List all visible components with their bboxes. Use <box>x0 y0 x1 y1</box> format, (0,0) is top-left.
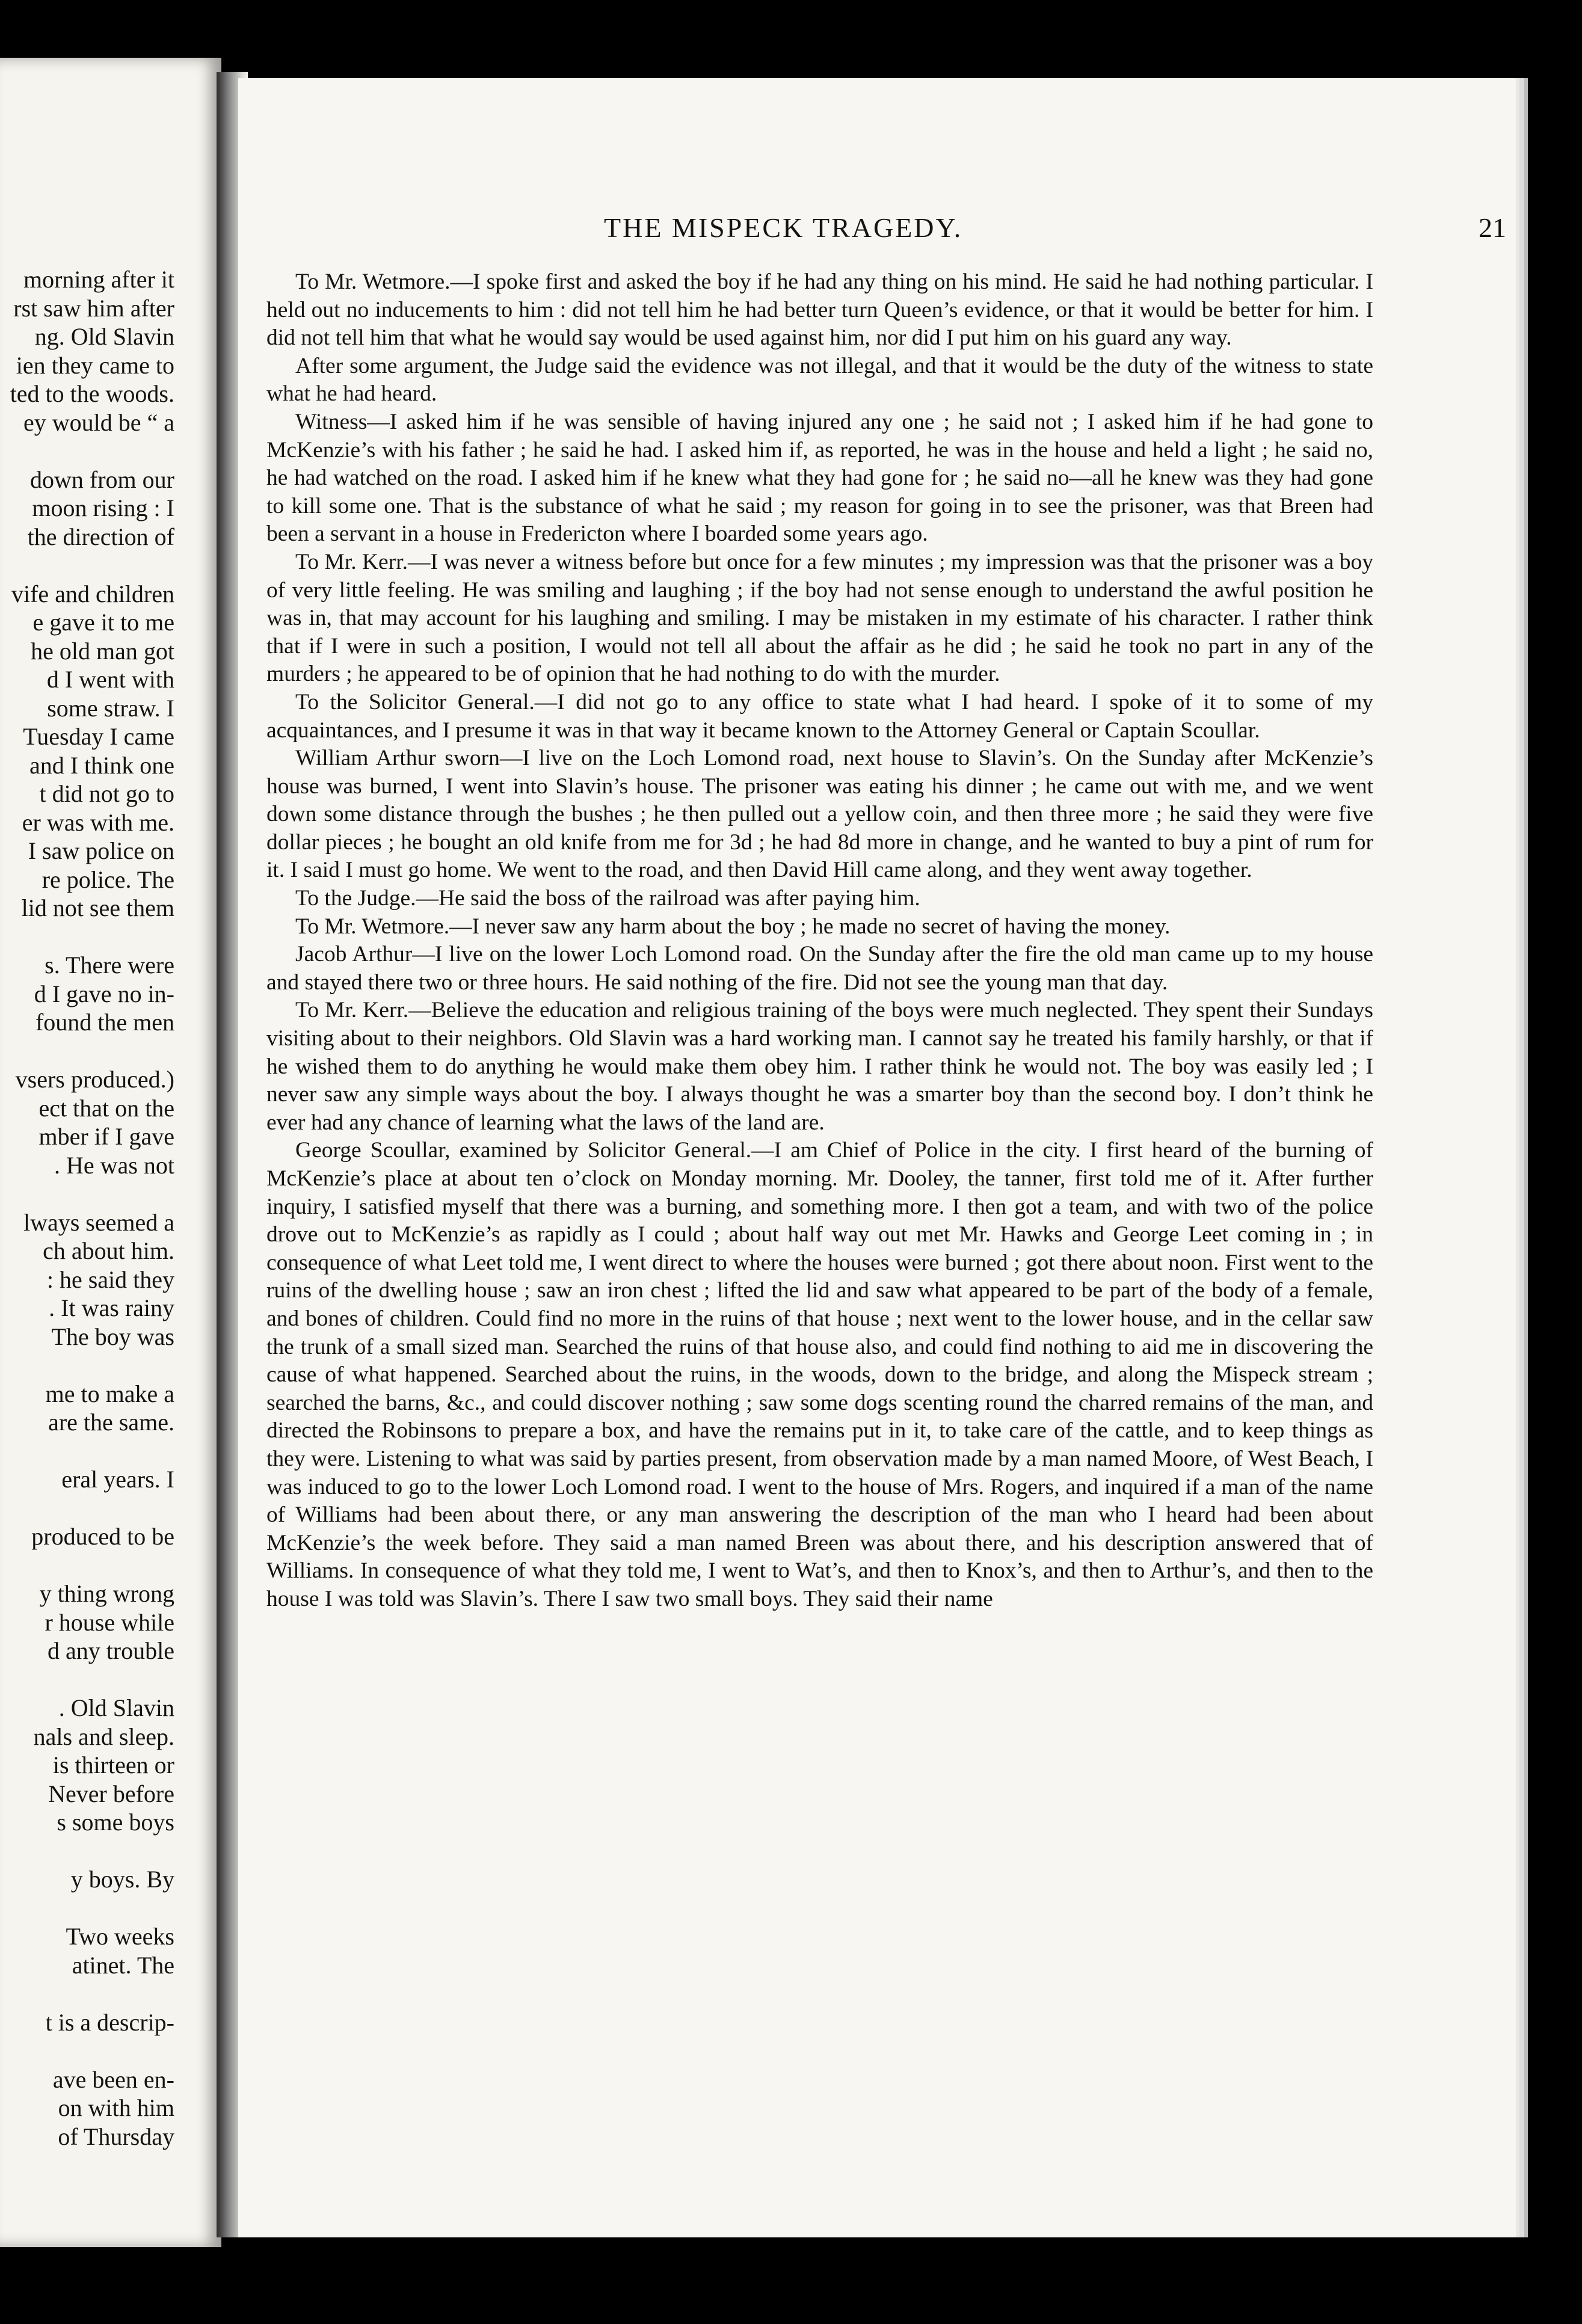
left-page-line: and I think one <box>29 751 174 779</box>
left-page-line: . It was rainy <box>49 1294 174 1321</box>
left-page-line <box>0 1437 174 1466</box>
left-page-text <box>0 265 174 2151</box>
left-page-line <box>0 551 174 580</box>
left-page-line: re police. The <box>42 865 174 893</box>
left-page-line: s. There were <box>45 951 174 979</box>
page-number: 21 <box>1479 212 1506 243</box>
left-page-line: eral years. I <box>61 1466 174 1493</box>
left-page-line: Two weeks <box>66 1923 174 1950</box>
paragraph: To the Solicitor General.—I did not go to any office to state what I had heard. I spoke of it to some of my acquaintances, and I presume it was in that way it became known to the Attorney General or Captain Scoullar. <box>266 689 1373 743</box>
left-page-line <box>0 1351 174 1380</box>
paragraph: William Arthur sworn—I live on the Loch Lomond road, next house to Slavin’s. On the Sunday after McKenzie’s house was burned, I went into Slavin’s house. The prisoner was eating his dinner ; he came out with me, and we went down some distance through the bushes ; he then pulled out a yellow coin, and then three more ; he said they were five dollar pieces ; he bought an old knife from me for 3d ; he had 8d more in change, and he wanted to buy a pint of rum for it. I said I must go home. We went to the road, and then David Hill came along, and they went away together. <box>266 746 1373 883</box>
left-page-line: er was with me. <box>22 808 174 836</box>
left-page-line: lways seemed a <box>23 1208 174 1236</box>
left-page-line: rst saw him after <box>13 294 174 322</box>
left-page-line: is thirteen or <box>52 1751 174 1778</box>
page-title: THE MISPECK TRAGEDY. <box>604 212 963 243</box>
left-page-line: are the same. <box>48 1409 174 1436</box>
left-page-line: I saw police on <box>28 837 174 864</box>
left-page-line: : he said they <box>46 1265 174 1293</box>
left-page-line <box>0 1494 174 1523</box>
paragraph: To Mr. Kerr.—I was never a witness before but once for a few minutes ; my impression was that the prisoner was a boy of very little feeling. He was smiling and laughing ; if the boy had not sense enough to understand the awful position he was in, that may account for his laughing and smiling. I may be mistaken in my estimate of his character. I rather think that if I were in such a position, I would not tell all about the affair as he did ; he said he took no part in any of the murders ; he appeared to be of opinion that he had nothing to do with the murder. <box>266 549 1373 687</box>
left-page-line <box>0 437 174 466</box>
left-page-line: he old man got <box>31 637 174 665</box>
left-page-line: ave been en- <box>52 2065 174 2093</box>
left-page-line <box>0 1894 174 1923</box>
left-page-line: r house while <box>45 1608 174 1636</box>
left-page-line <box>0 1037 174 1066</box>
body-text <box>266 268 1373 1614</box>
left-page-line: ch about him. <box>43 1237 174 1264</box>
left-page-line: d I gave no in- <box>34 980 174 1007</box>
left-page-line: nals and sleep. <box>33 1723 174 1750</box>
left-page-line: atinet. The <box>72 1951 174 1979</box>
paragraph: To Mr. Wetmore.—I spoke first and asked the boy if he had any thing on his mind. He said he had nothing particular. I held out no inducements to him : did not tell him he had better turn Queen’s evidence, or that it would be better for him. I did not tell him that what he would say would be used against him, nor did I put him on his guard any way. <box>266 269 1373 351</box>
left-page-line: d I went with <box>46 666 174 693</box>
left-page-line: . Old Slavin <box>58 1694 174 1721</box>
left-page-line: ect that on the <box>38 1094 174 1122</box>
left-page-line <box>0 2037 174 2065</box>
paragraph: To Mr. Kerr.—Believe the education and religious training of the boys were much neglected. They spent their Sundays visiting about to their neighbors. Old Slavin was a hard working man. I cannot say he treated his family harshly, or that if he wished them to do anything he would make them obey him. I rather think he would not. The boy was easily led ; I never saw any simple ways about the boy. I always thought he was a smarter boy than the second boy. I don’t think he ever had any chance of learning what the laws of the land are. <box>266 998 1373 1135</box>
left-page-line: produced to be <box>31 1523 174 1550</box>
left-page-line: vsers produced.) <box>15 1066 174 1093</box>
left-page-line: moon rising : I <box>32 494 174 521</box>
left-page-line: d any trouble <box>47 1637 174 1664</box>
left-page-line: on with him <box>58 2094 174 2121</box>
left-page-line: Never before <box>48 1780 174 1807</box>
running-head <box>238 212 1506 248</box>
left-page-line: me to make a <box>45 1380 174 1407</box>
left-page-line <box>0 1665 174 1694</box>
left-page-line: . He was not <box>54 1151 174 1179</box>
left-page-line: found the men <box>35 1009 174 1036</box>
left-page-line: ien they came to <box>16 351 174 379</box>
left-page-line <box>0 1551 174 1580</box>
left-page-line <box>0 1979 174 2008</box>
left-page-line: the direction of <box>27 523 174 550</box>
page-edge <box>1516 78 1519 2237</box>
paragraph: To the Judge.—He said the boss of the railroad was after paying him. <box>295 886 920 911</box>
paragraph: Witness—I asked him if he was sensible of having injured any one ; he said not ; I asked him if he had gone to McKenzie’s with his father ; he said he had. I asked him if, as reported, he was in the house and held a light ; he said no, he had watched on the road. I asked him if he knew what they had gone for ; he said no—all he knew was they had gone to kill some one. That is the substance of what he said ; my reason for going in to see the prisoner, was that Breen had been a servant in a house in Fredericton where I boarded some years ago. <box>266 409 1373 547</box>
left-page-line: vife and children <box>11 580 174 607</box>
left-page-line: The boy was <box>51 1323 174 1350</box>
left-page-line: lid not see them <box>21 894 174 921</box>
left-page-fragment <box>0 58 221 2247</box>
left-page-line: e gave it to me <box>32 609 174 636</box>
left-page-line: ng. Old Slavin <box>34 323 174 350</box>
paragraph: After some argument, the Judge said the evidence was not illegal, and that it would be the duty of the witness to state what he had heard. <box>266 353 1373 407</box>
left-page-line: Tuesday I came <box>23 723 174 750</box>
left-page-line: t did not go to <box>39 780 174 807</box>
left-page-line: s some boys <box>57 1809 174 1836</box>
left-page-line <box>0 1837 174 1866</box>
left-page-line: y thing wrong <box>39 1580 174 1607</box>
left-page-line <box>0 1179 174 1208</box>
left-page-line: of Thursday <box>58 2123 174 2150</box>
paragraph: To Mr. Wetmore.—I never saw any harm about the boy ; he made no secret of having the money. <box>295 914 1171 939</box>
page <box>238 78 1519 2237</box>
left-page-line: y boys. By <box>70 1866 174 1893</box>
paragraph: Jacob Arthur—I live on the lower Loch Lomond road. On the Sunday after the fire the old man came up to my house and stayed there two or three hours. He said nothing of the fire. Did not see the young man that day. <box>266 942 1373 995</box>
left-page-line: some straw. I <box>47 694 174 722</box>
paragraph: George Scoullar, examined by Solicitor General.—I am Chief of Police in the city. I first heard of the burning of McKenzie’s place at about ten o’clock on Monday morning. Mr. Dooley, the tanner, first told me of it. After further inquiry, I satisfied myself that there was a burning, and something more. I then got a team, and with two of the police drove out to McKenzie’s as rapidly as I could ; about half way out met Mr. Hawks and George Leet coming in ; in consequence of what Leet told me, I went direct to where the houses were burned ; got there about noon. First went to the ruins of the dwelling house ; saw an iron chest ; lifted the lid and saw what appeared to be part of the body of a female, and bones of children. Could find no more in the ruins of that house ; next went to the lower house, and in the cellar saw the trunk of a small sized man. Searched the ruins of that house also, and could find nothing to aid me in discovering the cause of what happened. Searched about the ruins, in the woods, down to the bridge, and along the Mispeck stream ; searched the barns, &c., and could discover nothing ; saw some dogs scenting round the charred remains of the man, and directed the Robinsons to prepare a box, and have the remains put in it, to take care of the cattle, and to keep things as they were. Listening to what was said by parties present, from observation made by a man named Moore, of West Beach, I was induced to go to the lower Loch Lomond road. I went to the house of Mrs. Rogers, and inquired if a man of the name of Williams had been about there, or any man answering the description of the man who I heard had been about McKenzie’s the week before. They said a man named Breen was about there, and his description answered that of Williams. In consequence of what they told me, I went to Wat’s, and then to Knox’s, and then to Arthur’s, and then to the house I was told was Slavin’s. There I saw two small boys. They said their name <box>266 1138 1373 1611</box>
left-page-line: down from our <box>30 466 174 493</box>
left-page-line <box>0 923 174 951</box>
left-page-line: ey would be “ a <box>23 408 174 436</box>
left-page-line: morning after it <box>23 266 174 293</box>
left-page-line: t is a descrip- <box>45 2008 174 2036</box>
left-page-line: ted to the woods. <box>10 380 174 407</box>
left-page-line: mber if I gave <box>38 1123 174 1150</box>
